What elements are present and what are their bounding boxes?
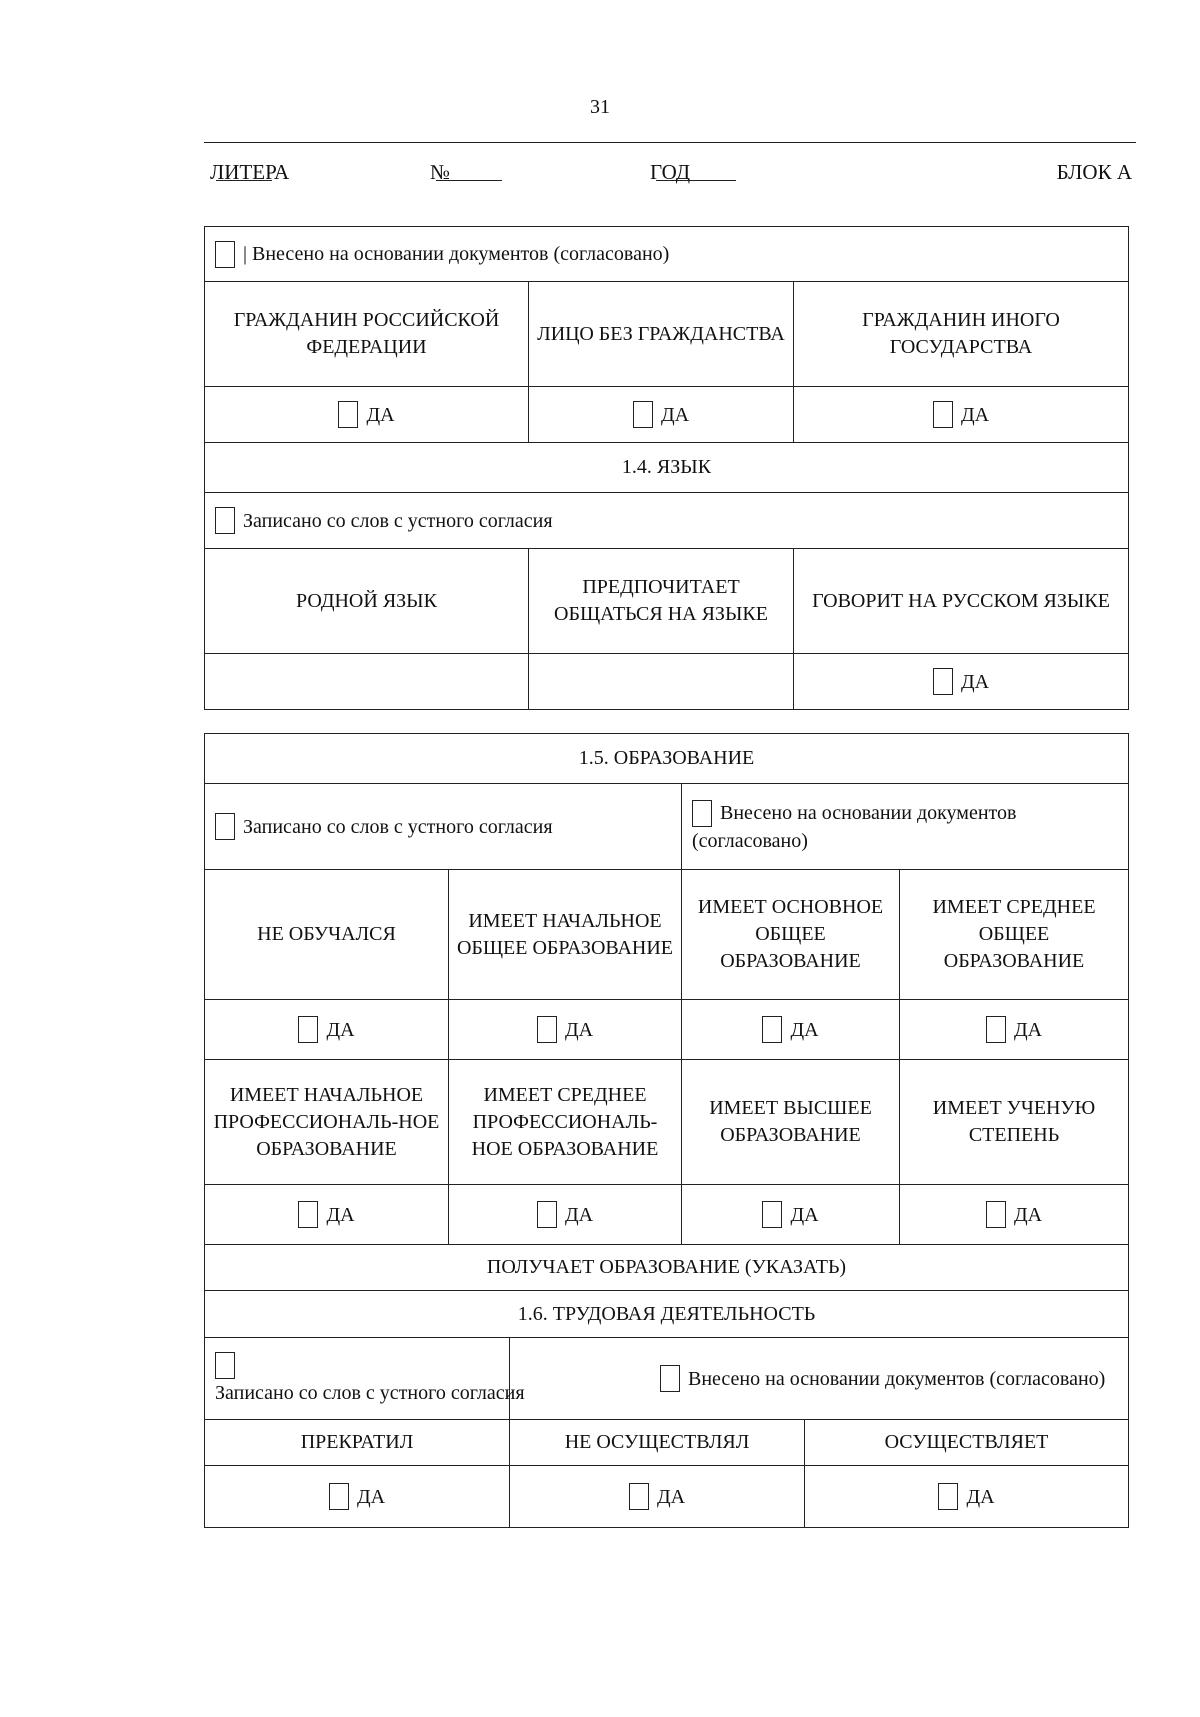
speaks-russian-yes [794,654,1129,710]
education-section-title: 1.5. ОБРАЗОВАНИЕ [205,734,1129,784]
checkbox-icon[interactable] [986,1201,1006,1228]
checkbox-icon[interactable] [633,401,653,428]
edu-degree-header: ИМЕЕТ УЧЕНУЮ СТЕПЕНЬ [900,1060,1129,1185]
checkbox-icon[interactable] [537,1016,557,1043]
checkbox-icon[interactable] [986,1016,1006,1043]
edu-vocational-primary-yes [205,1185,449,1245]
checkbox-icon[interactable] [215,241,235,268]
litera-blank[interactable] [216,160,272,181]
yes-label: ДА [564,1203,594,1226]
citizenship-stateless-yes [529,387,794,443]
yes-label: ДА [656,1485,686,1508]
number-label: № [430,160,451,184]
form-header [210,160,1132,192]
yes-label: ДА [326,1018,355,1041]
language-section-title: 1.4. ЯЗЫК [205,443,1129,493]
citizenship-foreign-yes [794,387,1129,443]
edu-vocational-secondary-yes [449,1185,682,1245]
edu-in-progress[interactable]: ПОЛУЧАЕТ ОБРАЗОВАНИЕ (УКАЗАТЬ) [205,1245,1129,1291]
source-verbal-label: Записано со слов с устного согласия [243,509,553,532]
checkbox-icon[interactable] [933,401,953,428]
edu-higher-header: ИМЕЕТ ВЫСШЕЕ ОБРАЗОВАНИЕ [682,1060,900,1185]
yes-label: ДА [660,403,690,426]
citizenship-source-row [205,227,1129,282]
yes-label: ДА [790,1203,819,1226]
language-source-row [205,493,1129,549]
yes-label: ДА [1013,1018,1043,1041]
edu-higher-yes [682,1185,900,1245]
checkbox-icon[interactable] [762,1016,782,1043]
citizenship-russian-yes [205,387,529,443]
employment-source-verbal [205,1338,525,1420]
yes-label: ДА [790,1018,819,1041]
edu-secondary-yes [900,1000,1129,1060]
litera-label: ЛИТЕРА [210,160,290,184]
education-table [204,733,1129,1291]
edu-none-yes [205,1000,449,1060]
edu-vocational-primary-header: ИМЕЕТ НАЧАЛЬНОЕ ПРОФЕССИОНАЛЬ-НОЕ ОБРАЗОВАНИЕ [205,1060,449,1185]
number-blank[interactable] [436,160,502,181]
employment-never-header: НЕ ОСУЩЕСТВЛЯЛ [510,1420,805,1466]
checkbox-icon[interactable] [298,1016,318,1043]
preferred-language-header: ПРЕДПОЧИТАЕТ ОБЩАТЬСЯ НА ЯЗЫКЕ [529,549,794,654]
checkbox-icon[interactable] [215,813,235,840]
employment-table [204,1290,1129,1528]
source-verbal-label: Записано со слов с устного согласия [243,815,553,838]
checkbox-icon[interactable] [298,1201,318,1228]
checkbox-icon[interactable] [660,1365,680,1392]
citizenship-stateless-header: ЛИЦО БЕЗ ГРАЖДАНСТВА [529,282,794,387]
yes-label: ДА [966,1485,995,1508]
employment-active-header: ОСУЩЕСТВЛЯЕТ [805,1420,1129,1466]
page-number: 31 [590,96,610,118]
education-source-verbal [205,784,682,870]
edu-basic-yes [682,1000,900,1060]
employment-source-docs [510,1338,1129,1420]
yes-label: ДА [356,1485,386,1508]
edu-primary-header: ИМЕЕТ НАЧАЛЬНОЕ ОБЩЕЕ ОБРАЗОВАНИЕ [449,870,682,1000]
yes-label: ДА [960,403,990,426]
edu-primary-yes [449,1000,682,1060]
edu-degree-yes [900,1185,1129,1245]
year-label: ГОД [650,160,691,184]
checkbox-icon[interactable] [215,507,235,534]
edu-vocational-secondary-header: ИМЕЕТ СРЕДНЕЕ ПРОФЕССИОНАЛЬ-НОЕ ОБРАЗОВАНИЕ [449,1060,682,1185]
citizenship-foreign-header: ГРАЖДАНИН ИНОГО ГОСУДАРСТВА [794,282,1129,387]
checkbox-icon[interactable] [938,1483,958,1510]
checkbox-icon[interactable] [329,1483,349,1510]
edu-secondary-header: ИМЕЕТ СРЕДНЕЕ ОБЩЕЕ ОБРАЗОВАНИЕ [900,870,1129,1000]
citizenship-russian-header: ГРАЖДАНИН РОССИЙСКОЙ ФЕДЕРАЦИИ [205,282,529,387]
checkbox-icon[interactable] [762,1201,782,1228]
employment-stopped-yes [205,1466,510,1528]
checkbox-icon[interactable] [338,401,358,428]
employment-stopped-header: ПРЕКРАТИЛ [205,1420,510,1466]
yes-label: ДА [960,670,990,693]
employment-never-yes [510,1466,805,1528]
checkbox-icon[interactable] [692,800,712,827]
year-blank[interactable] [656,160,736,181]
block-label: БЛОК А [1056,160,1132,184]
preferred-language-value[interactable] [529,654,794,710]
native-language-header: РОДНОЙ ЯЗЫК [205,549,529,654]
checkbox-icon[interactable] [215,1352,235,1379]
checkbox-icon[interactable] [537,1201,557,1228]
edu-none-header: НЕ ОБУЧАЛСЯ [205,870,449,1000]
source-verbal-label: Записано со слов с устного согласия [215,1381,525,1404]
native-language-value[interactable] [205,654,529,710]
yes-label: ДА [366,403,395,426]
checkbox-icon[interactable] [933,668,953,695]
source-docs-label: Внесено на основании документов (согласовано) [692,801,1017,852]
source-docs-label: | Внесено на основании документов (согласовано) [243,242,670,265]
speaks-russian-header: ГОВОРИТ НА РУССКОМ ЯЗЫКЕ [794,549,1129,654]
employment-active-yes [805,1466,1129,1528]
yes-label: ДА [564,1018,594,1041]
citizenship-table [204,226,1129,710]
source-docs-label: Внесено на основании документов (согласовано) [688,1367,1106,1390]
employment-section-title: 1.6. ТРУДОВАЯ ДЕЯТЕЛЬНОСТЬ [205,1291,1129,1338]
education-source-docs [682,784,1129,870]
yes-label: ДА [1013,1203,1043,1226]
top-rule [204,142,1136,143]
yes-label: ДА [326,1203,355,1226]
checkbox-icon[interactable] [629,1483,649,1510]
edu-basic-header: ИМЕЕТ ОСНОВНОЕ ОБЩЕЕ ОБРАЗОВАНИЕ [682,870,900,1000]
